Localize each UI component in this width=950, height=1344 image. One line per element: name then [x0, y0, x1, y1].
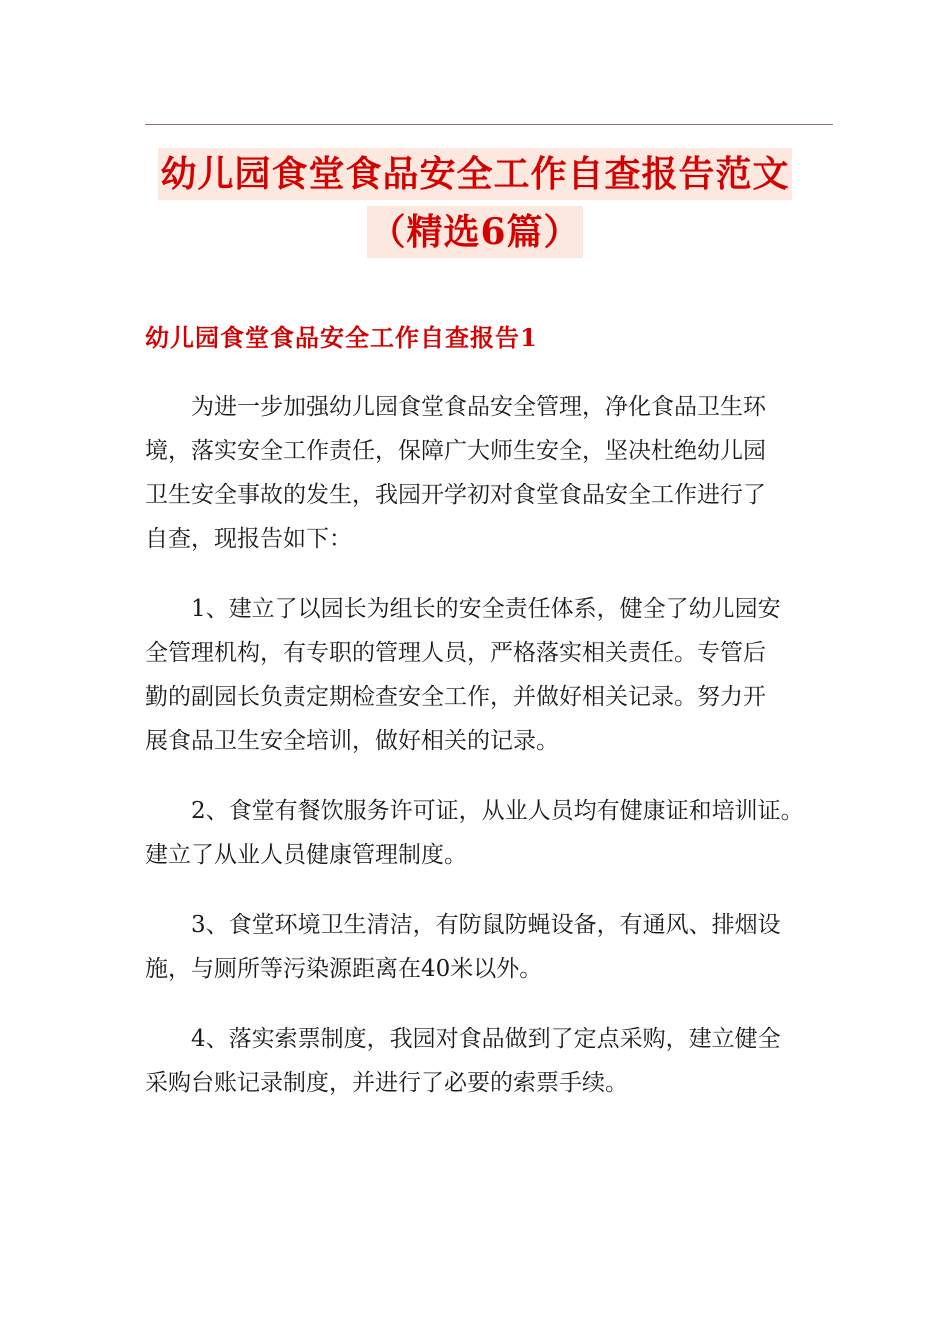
paragraph-line: 采购台账记录制度，并进行了必要的索票手续。: [145, 1070, 628, 1096]
paragraph-line: 境，落实安全工作责任，保障广大师生安全，坚决杜绝幼儿园: [145, 438, 766, 464]
paragraph-line: 自查，现报告如下：: [145, 526, 352, 552]
paragraph-line: 勤的副园长负责定期检查安全工作，并做好相关记录。努力开: [145, 684, 766, 710]
paragraph-line: 4、落实索票制度，我园对食品做到了定点采购，建立健全: [191, 1026, 781, 1052]
paragraph-line: 卫生安全事故的发生，我园开学初对食堂食品安全工作进行了: [145, 482, 766, 508]
title-line-2: （精选6篇）: [367, 206, 582, 258]
header-rule: [145, 124, 833, 125]
paragraph-line: 2、食堂有餐饮服务许可证，从业人员均有健康证和培训证。: [191, 798, 804, 824]
section-heading: 幼儿园食堂食品安全工作自查报告1: [145, 323, 538, 352]
paragraph-line: 施，与厕所等污染源距离在40米以外。: [145, 956, 543, 982]
paragraph-item-2: [145, 789, 810, 877]
document-title: [0, 148, 950, 258]
title-line-1: 幼儿园食堂食品安全工作自查报告范文: [158, 148, 791, 200]
paragraph-line: 1、建立了以园长为组长的安全责任体系，健全了幼儿园安: [191, 596, 781, 622]
paragraph-item-1: [145, 587, 810, 763]
paragraph-line: 为进一步加强幼儿园食堂食品安全管理，净化食品卫生环: [191, 394, 766, 420]
paragraph-item-4: [145, 1017, 810, 1105]
document-body: [145, 385, 810, 1131]
paragraph-intro: [145, 385, 810, 561]
paragraph-line: 全管理机构，有专职的管理人员，严格落实相关责任。专管后: [145, 640, 766, 666]
paragraph-line: 3、食堂环境卫生清洁，有防鼠防蝇设备，有通风、排烟设: [191, 912, 781, 938]
paragraph-line: 建立了从业人员健康管理制度。: [145, 842, 467, 868]
paragraph-item-3: [145, 903, 810, 991]
paragraph-line: 展食品卫生安全培训，做好相关的记录。: [145, 728, 559, 754]
